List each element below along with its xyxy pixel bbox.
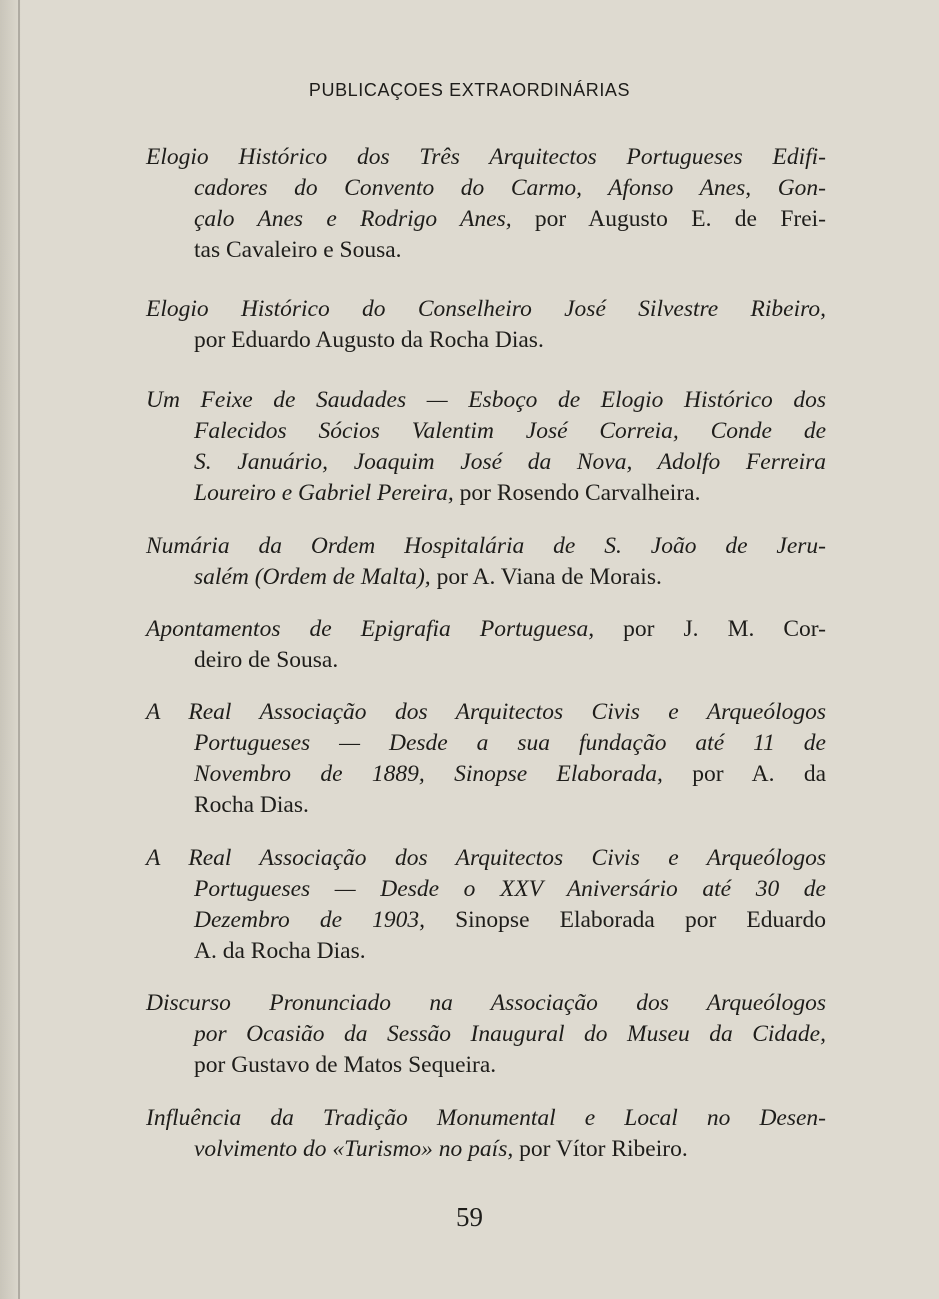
publication-entry (146, 697, 826, 821)
publication-entry (146, 385, 826, 509)
entry-line: Numária da Ordem Hospitalária de S. João de Jeru- (146, 533, 826, 559)
publication-entry (146, 142, 826, 266)
entry-line: Influência da Tradição Monumental e Local no Desen- (146, 1105, 826, 1131)
publication-entry (146, 531, 826, 593)
entry-line: Elogio Histórico dos Três Arquitectos Portugueses Edifi- (146, 144, 826, 170)
publication-entry (146, 1103, 826, 1165)
entry-line: por Eduardo Augusto da Rocha Dias. (194, 327, 544, 353)
entry-line: Falecidos Sócios Valentim José Correia, Conde de (194, 418, 826, 444)
entry-line: salém (Ordem de Malta), por A. Viana de Morais. (194, 564, 662, 590)
entry-line: Discurso Pronunciado na Associação dos Arqueólogos (146, 990, 826, 1016)
entry-line: Loureiro e Gabriel Pereira, por Rosendo Carvalheira. (194, 480, 701, 506)
entry-line: Apontamentos de Epigrafia Portuguesa, por J. M. Cor- (146, 616, 826, 642)
publication-entry (146, 294, 826, 356)
entry-line: A Real Associação dos Arquitectos Civis e Arqueólogos (146, 699, 826, 725)
entry-line: tas Cavaleiro e Sousa. (194, 237, 402, 263)
entry-line: Elogio Histórico do Conselheiro José Silvestre Ribeiro, (146, 296, 826, 322)
entry-line: çalo Anes e Rodrigo Anes, por Augusto E. de Frei- (194, 206, 826, 232)
entry-line: A. da Rocha Dias. (194, 938, 366, 964)
entry-line: Novembro de 1889, Sinopse Elaborada, por A. da (194, 761, 826, 787)
binding-edge (18, 0, 20, 1299)
publication-entry (146, 843, 826, 967)
entry-line: S. Januário, Joaquim José da Nova, Adolfo Ferreira (194, 449, 826, 475)
entry-line: por Ocasião da Sessão Inaugural do Museu da Cidade, (194, 1021, 826, 1047)
entry-line: por Gustavo de Matos Sequeira. (194, 1052, 497, 1078)
publication-entry (146, 614, 826, 676)
entry-line: Portugueses — Desde o XXV Aniversário até 30 de (194, 876, 826, 902)
entry-line: Rocha Dias. (194, 792, 309, 818)
running-head: PUBLICAÇOES EXTRAORDINÁRIAS (308, 80, 631, 100)
entry-line: A Real Associação dos Arquitectos Civis e Arqueólogos (146, 845, 826, 871)
entry-line: volvimento do «Turismo» no país, por Vítor Ribeiro. (194, 1136, 688, 1162)
entry-line: Um Feixe de Saudades — Esboço de Elogio Histórico dos (146, 387, 826, 413)
entry-line: Dezembro de 1903, Sinopse Elaborada por Eduardo (194, 907, 826, 933)
entry-line: cadores do Convento do Carmo, Afonso Anes, Gon- (194, 175, 826, 201)
entry-line: Portugueses — Desde a sua fundação até 11 de (194, 730, 826, 756)
entry-line: deiro de Sousa. (194, 647, 339, 673)
page-number: 59 (456, 1202, 483, 1232)
publication-entry (146, 988, 826, 1081)
